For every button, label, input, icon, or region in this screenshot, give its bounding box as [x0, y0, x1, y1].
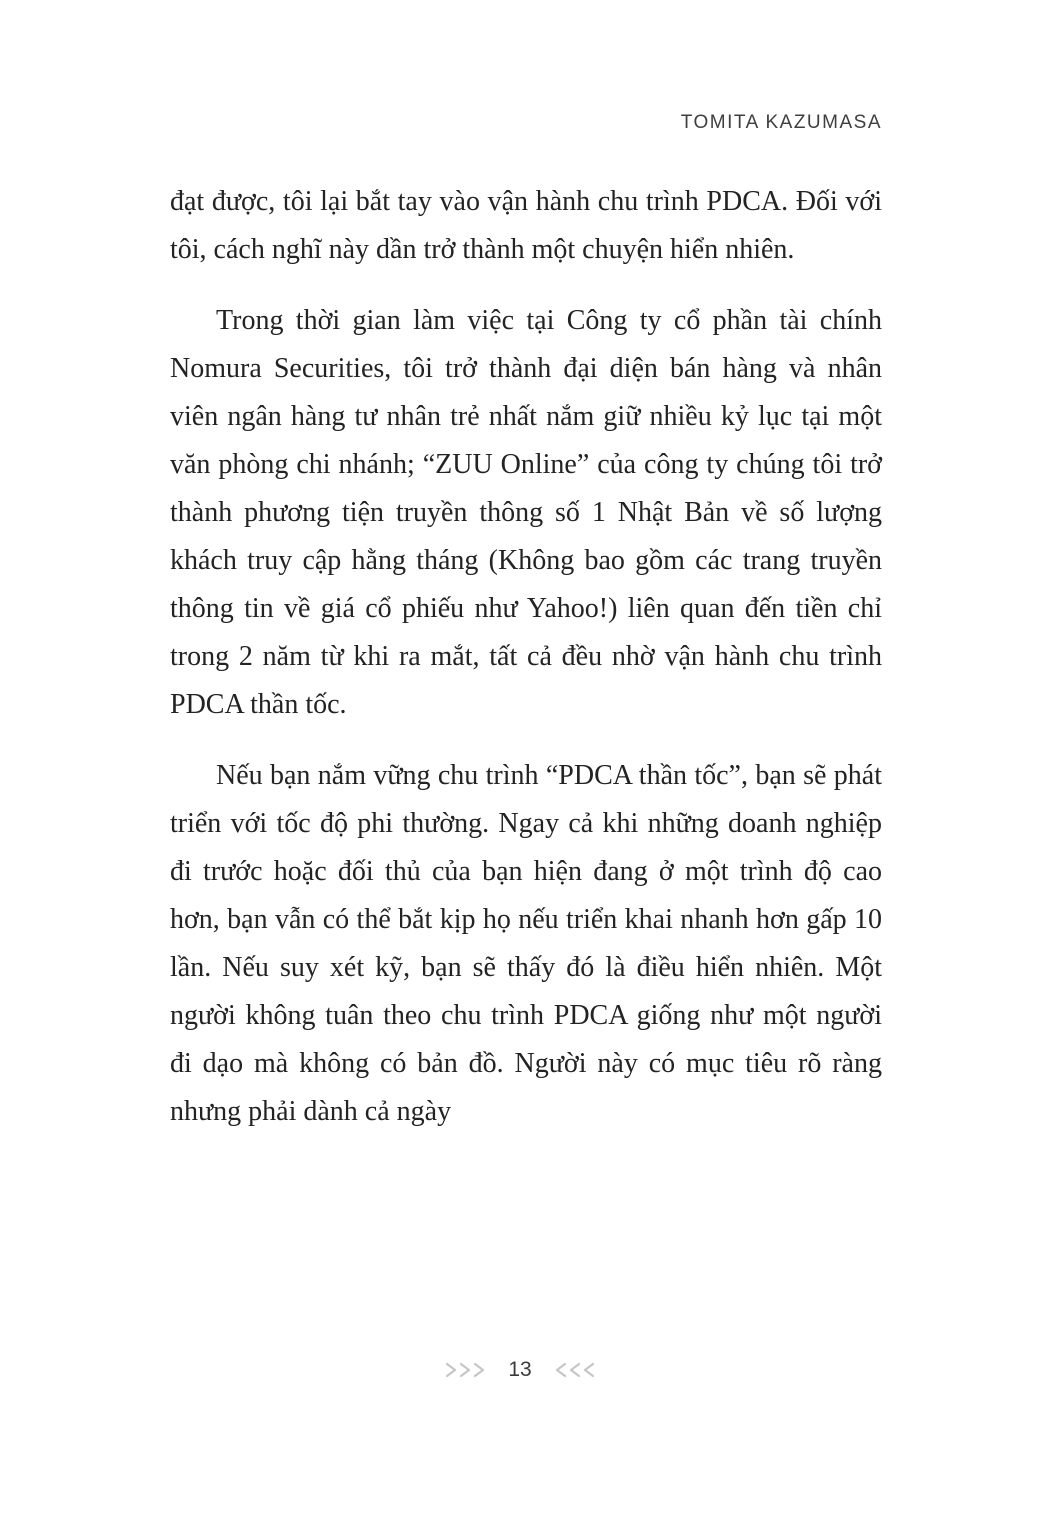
chevrons-right-icon — [444, 1361, 494, 1379]
chevrons-left-icon — [546, 1361, 596, 1379]
author-name: TOMITA KAZUMASA — [680, 112, 882, 133]
running-header — [170, 112, 882, 134]
paragraph: đạt được, tôi lại bắt tay vào vận hành chu trình PDCA. Đối với tôi, cách nghĩ này dần trở thành một chuyện hiển nhiên. — [170, 186, 882, 265]
paragraph: Nếu bạn nắm vững chu trình “PDCA thần tốc”, bạn sẽ phát triển với tốc độ phi thường. Ngay cả khi những doanh nghiệp đi trước hoặc đối thủ của bạn hiện đang ở một trình độ cao hơn, bạn vẫn có thể bắt kịp họ nếu triển khai nhanh hơn gấp 10 lần. Nếu suy xét kỹ, bạn sẽ thấy đó là điều hiển nhiên. Một người không tuân theo chu trình PDCA giống như một người đi dạo mà không có bản đồ. Người này có mục tiêu rõ ràng nhưng phải dành cả ngày — [170, 760, 882, 1127]
page-footer — [0, 1358, 1040, 1382]
paragraph: Trong thời gian làm việc tại Công ty cổ phần tài chính Nomura Securities, tôi trở thành đại diện bán hàng và nhân viên ngân hàng tư nhân trẻ nhất nắm giữ nhiều kỷ lục tại một văn phòng chi nhánh; “ZUU Online” của công ty chúng tôi trở thành phương tiện truyền thông số 1 Nhật Bản về số lượng khách truy cập hằng tháng (Không bao gồm các trang truyền thông tin về giá cổ phiếu như Yahoo!) liên quan đến tiền chỉ trong 2 năm từ khi ra mắt, tất cả đều nhờ vận hành chu trình PDCA thần tốc. — [170, 305, 882, 720]
body-text — [170, 178, 882, 1136]
page-number: 13 — [508, 1358, 532, 1381]
